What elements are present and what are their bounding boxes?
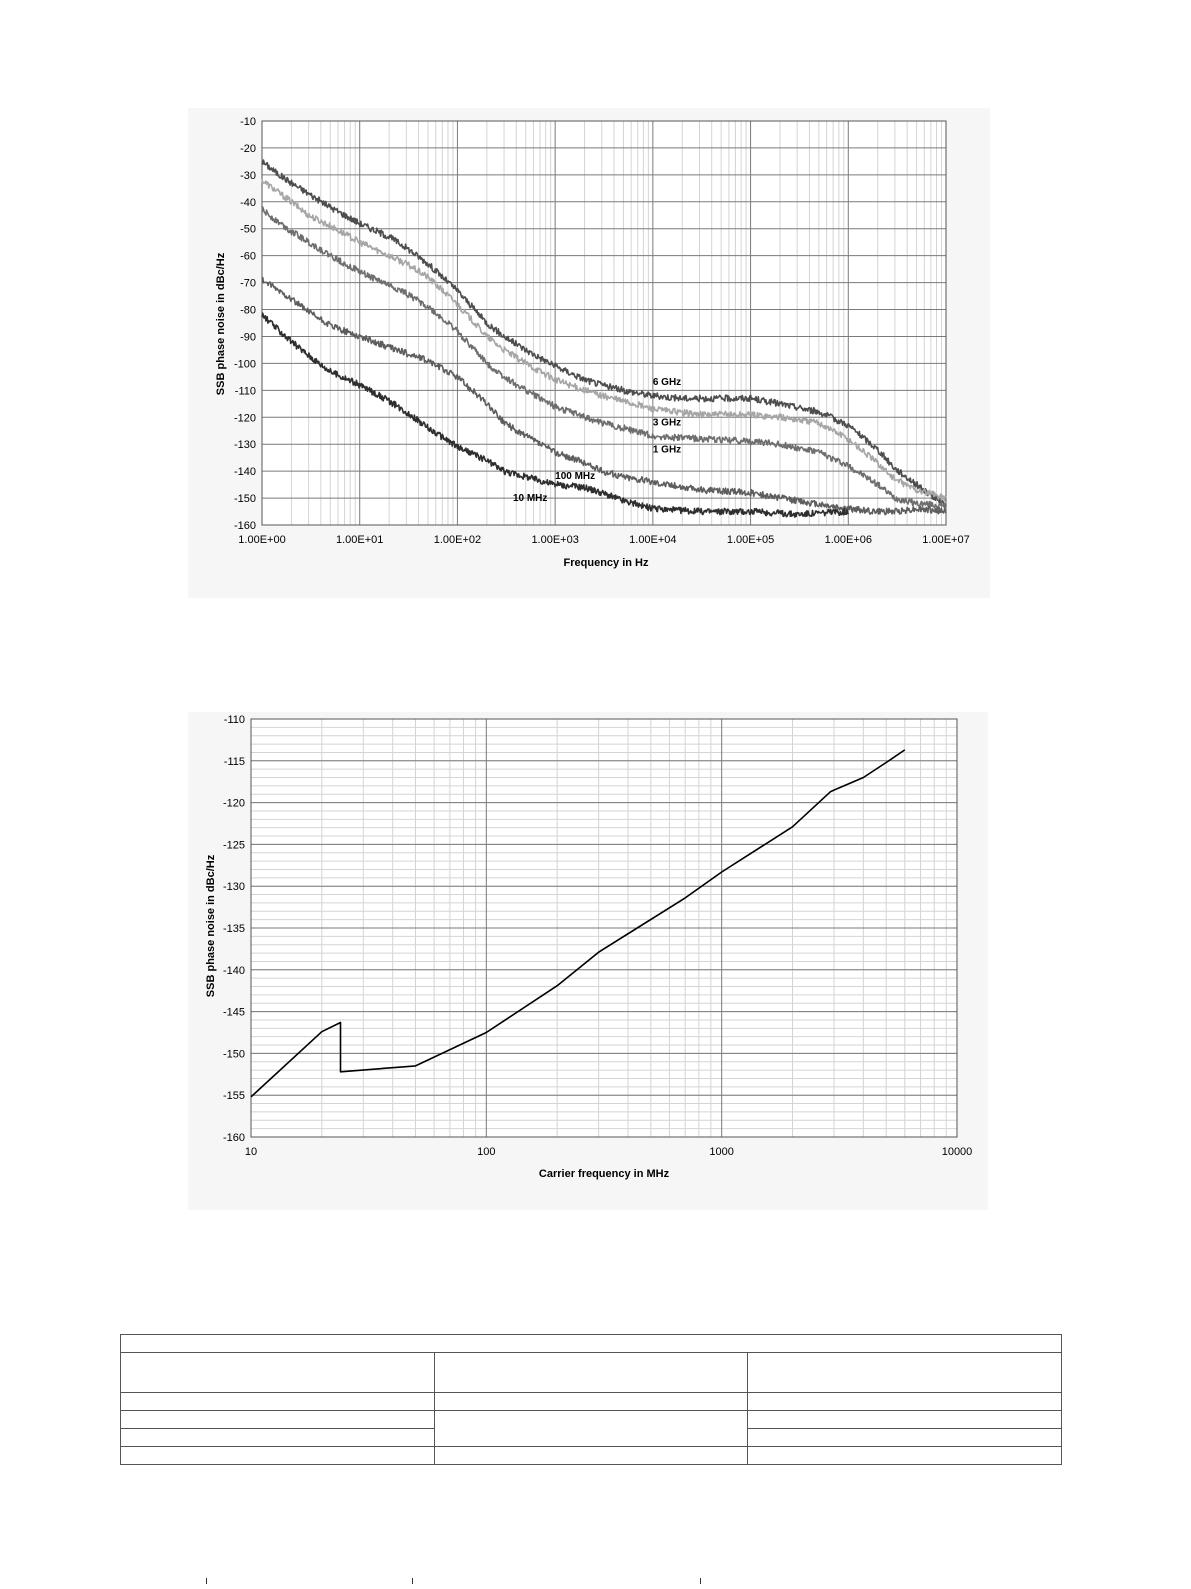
y-tick-label: -110 bbox=[234, 385, 256, 398]
x-tick-label: 1.00E+07 bbox=[922, 534, 970, 546]
empty-table bbox=[120, 1334, 1062, 1465]
y-tick-label: -130 bbox=[222, 881, 245, 894]
y-tick-label: -115 bbox=[223, 755, 245, 768]
table-cell bbox=[121, 1429, 435, 1447]
y-tick-label: -20 bbox=[240, 142, 256, 155]
series-label: 1 GHz bbox=[652, 444, 682, 456]
table-cell bbox=[121, 1447, 435, 1465]
page-mark bbox=[206, 1578, 207, 1584]
x-tick-label: 100 bbox=[477, 1146, 496, 1158]
table-row bbox=[121, 1411, 1062, 1429]
x-tick-label: 1000 bbox=[709, 1146, 734, 1158]
y-tick-label: -140 bbox=[233, 466, 256, 479]
x-tick-label: 1.00E+06 bbox=[824, 534, 872, 546]
y-tick-label: -145 bbox=[222, 1006, 245, 1019]
y-tick-label: -100 bbox=[233, 358, 256, 371]
page-mark bbox=[700, 1578, 701, 1584]
table-row bbox=[121, 1393, 1062, 1411]
y-tick-label: -110 bbox=[223, 714, 245, 726]
x-tick-label: 1.00E+03 bbox=[531, 534, 579, 546]
table-row bbox=[121, 1447, 1062, 1465]
y-tick-label: -60 bbox=[240, 250, 256, 263]
table-cell bbox=[748, 1353, 1062, 1393]
y-tick-label: -90 bbox=[240, 331, 256, 344]
series-label: 6 GHz bbox=[652, 376, 682, 388]
table-row bbox=[121, 1335, 1062, 1353]
x-tick-label: 1.00E+00 bbox=[238, 534, 286, 546]
y-tick-label: -30 bbox=[240, 169, 256, 182]
x-tick-label: 1.00E+01 bbox=[336, 534, 384, 546]
table-cell bbox=[434, 1411, 748, 1447]
x-tick-label: 1.00E+05 bbox=[726, 534, 775, 546]
y-tick-label: -135 bbox=[222, 923, 245, 935]
series-label: 3 GHz bbox=[652, 417, 682, 429]
y-tick-label: -130 bbox=[233, 439, 256, 452]
table-cell bbox=[748, 1429, 1062, 1447]
y-tick-label: -160 bbox=[233, 520, 256, 532]
table-cell bbox=[434, 1353, 748, 1393]
table-cell bbox=[748, 1411, 1062, 1429]
y-tick-label: -120 bbox=[233, 412, 256, 425]
y-tick-label: -155 bbox=[222, 1090, 245, 1103]
table-cell bbox=[121, 1335, 1062, 1353]
y-tick-label: -150 bbox=[222, 1048, 245, 1061]
chart-canvas bbox=[188, 712, 988, 1210]
table-cell bbox=[434, 1393, 748, 1411]
y-tick-label: -125 bbox=[222, 839, 245, 852]
x-axis-title: Frequency in Hz bbox=[563, 557, 649, 569]
y-tick-label: -150 bbox=[233, 493, 256, 506]
table-cell bbox=[748, 1447, 1062, 1465]
phase-noise-vs-offset-chart bbox=[188, 108, 990, 598]
table-cell bbox=[434, 1447, 748, 1465]
table-cell bbox=[748, 1393, 1062, 1411]
y-tick-label: -160 bbox=[222, 1132, 245, 1144]
y-tick-label: -70 bbox=[240, 277, 256, 290]
y-axis-title: SSB phase noise in dBc/Hz bbox=[205, 854, 217, 998]
y-tick-label: -50 bbox=[240, 223, 256, 236]
y-axis-title: SSB phase noise in dBc/Hz bbox=[215, 252, 227, 396]
table-cell bbox=[121, 1393, 435, 1411]
table-row bbox=[121, 1353, 1062, 1393]
table-cell bbox=[121, 1411, 435, 1429]
x-tick-label: 10000 bbox=[941, 1146, 973, 1158]
y-tick-label: -40 bbox=[240, 196, 256, 209]
y-tick-label: -120 bbox=[222, 797, 245, 810]
chart-canvas bbox=[188, 108, 990, 598]
phase-noise-vs-carrier-chart bbox=[188, 712, 988, 1210]
series-label: 100 MHz bbox=[555, 471, 596, 483]
page-mark bbox=[412, 1578, 413, 1584]
x-tick-label: 1.00E+02 bbox=[433, 534, 482, 546]
x-tick-label: 1.00E+04 bbox=[629, 534, 677, 546]
x-axis-title: Carrier frequency in MHz bbox=[538, 1168, 670, 1180]
y-tick-label: -80 bbox=[240, 304, 256, 317]
table-cell bbox=[121, 1353, 435, 1393]
x-tick-label: 10 bbox=[244, 1146, 258, 1158]
series-label: 10 MHz bbox=[512, 492, 548, 504]
y-tick-label: -140 bbox=[222, 964, 245, 977]
y-tick-label: -10 bbox=[240, 116, 256, 128]
